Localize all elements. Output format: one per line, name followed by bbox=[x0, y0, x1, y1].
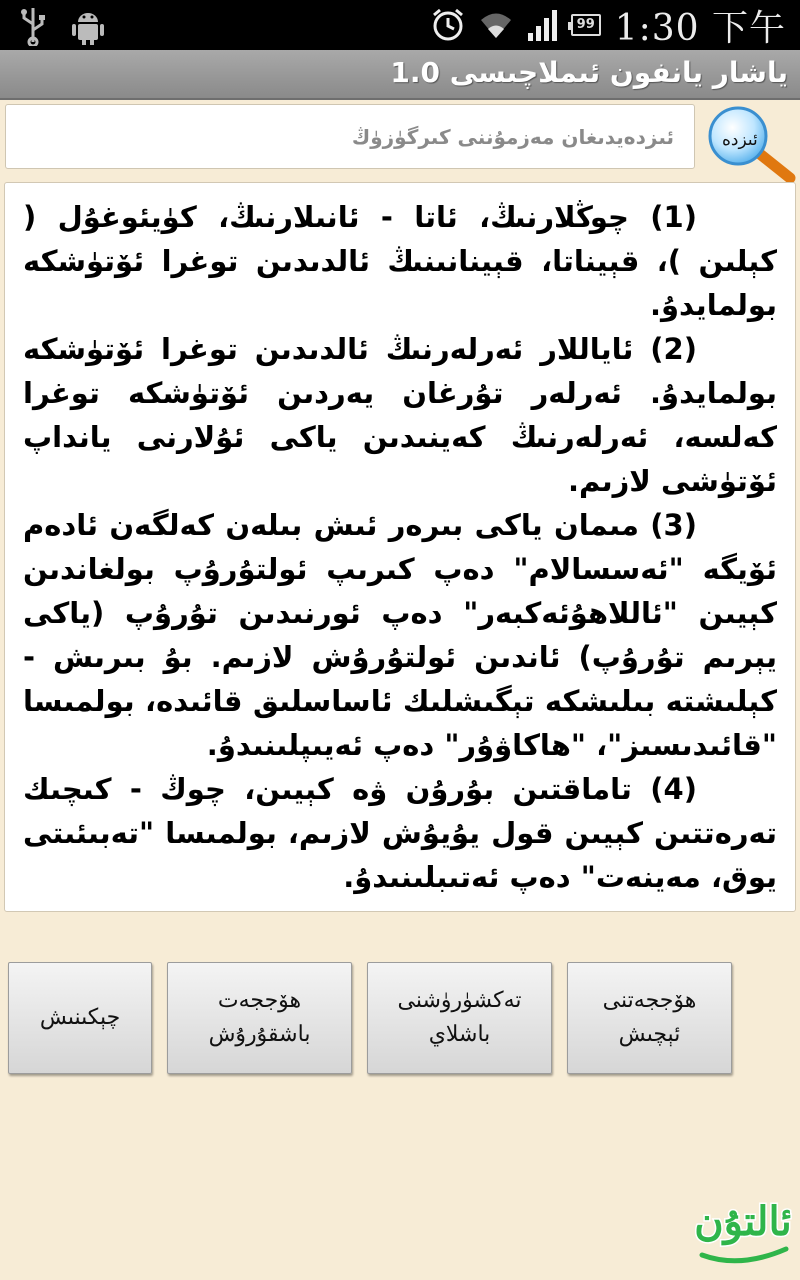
open-file-label-1: ھۆججەتنى bbox=[602, 988, 697, 1013]
paragraph: (2) ئاياللار ئەرلەرنىڭ ئالدىدىن توغرا ئۆتۈشكە بولمايدۇ. ئەرلەر تۇرغان يەردىن ئۆتۈشكە توغرا كەلسە، ئەرلەرنىڭ كەينىدىن ياكى ئۇلارنى يانداپ ئۆتۈشى لازىم. bbox=[23, 332, 777, 498]
open-file-button[interactable] bbox=[567, 962, 732, 1074]
app-logo bbox=[690, 1165, 796, 1275]
battery-level: 99 bbox=[576, 17, 595, 32]
manage-files-label-1: ھۆججەت bbox=[217, 988, 302, 1013]
battery-icon bbox=[571, 14, 601, 36]
paragraph: (3) مىمان ياكى بىرەر ئىش بىلەن كەلگەن ئادەم ئۆيگە "ئەسسالام" دەپ كىرىپ ئولتۇرۇپ بولغاندىن كېيىن "ئاللاھۇئەكبەر" دەپ ئورنىدىن تۇرۇپ (ياكى يېرىم تۇرۇپ) ئاندىن ئولتۇرۇش لازىم. بۇ بىرىش - كېلىشتە بىلىشكە تېگىشلىك ئاساسلىق قائىدە، بولمىسا "قائىدىسىز"، "ھاكاۋۇر" دەپ ئەيىپلىنىدۇ. bbox=[23, 508, 777, 762]
manage-files-button[interactable] bbox=[167, 962, 352, 1074]
exit-label: چېكىنىش bbox=[39, 1005, 121, 1030]
manage-files-label-2: باشقۇرۇش bbox=[208, 1022, 311, 1047]
start-check-button[interactable] bbox=[367, 962, 552, 1074]
logo-text: ئالتۇن bbox=[694, 1198, 792, 1245]
title-bar bbox=[0, 50, 800, 100]
status-bar bbox=[0, 0, 800, 50]
paragraph: (4) تاماقتىن بۇرۇن ۋە كېيىن، چوڭ - كىچىك تەرەتتىن كېيىن قول يۇيۇش لازىم، بولمىسا "تەبىئىتى يوق، مەينەت" دەپ ئەتىبلىنىدۇ. bbox=[23, 772, 777, 894]
paragraph: (1) چوڭلارنىڭ، ئاتا - ئانىلارنىڭ، كۈيئوغۇل ( كېلىن )، قېيناتا، قېينانىنىڭ ئالدىدىن توغرا ئۆتۈشكە بولمايدۇ. bbox=[23, 200, 777, 322]
app-title: ياشار يانفون ئىملاچىسى 1.0 bbox=[390, 56, 788, 89]
open-file-label-2: ئېچىش bbox=[618, 1022, 681, 1047]
usb-icon bbox=[18, 6, 48, 46]
search-input[interactable] bbox=[6, 105, 694, 168]
search-button[interactable] bbox=[702, 104, 798, 184]
text-content-panel[interactable] bbox=[4, 182, 796, 912]
start-check-label-2: باشلاي bbox=[428, 1022, 491, 1047]
search-box bbox=[5, 104, 695, 169]
exit-button[interactable] bbox=[8, 962, 152, 1074]
clock: 1:30 下午 bbox=[614, 7, 786, 49]
search-button-label: ئىزدە bbox=[722, 130, 758, 150]
wifi-icon bbox=[479, 10, 513, 40]
start-check-label-1: تەكشۈرۈشنى bbox=[397, 988, 522, 1013]
android-debug-icon bbox=[70, 6, 106, 46]
signal-icon bbox=[527, 9, 557, 41]
alarm-icon bbox=[431, 7, 465, 43]
